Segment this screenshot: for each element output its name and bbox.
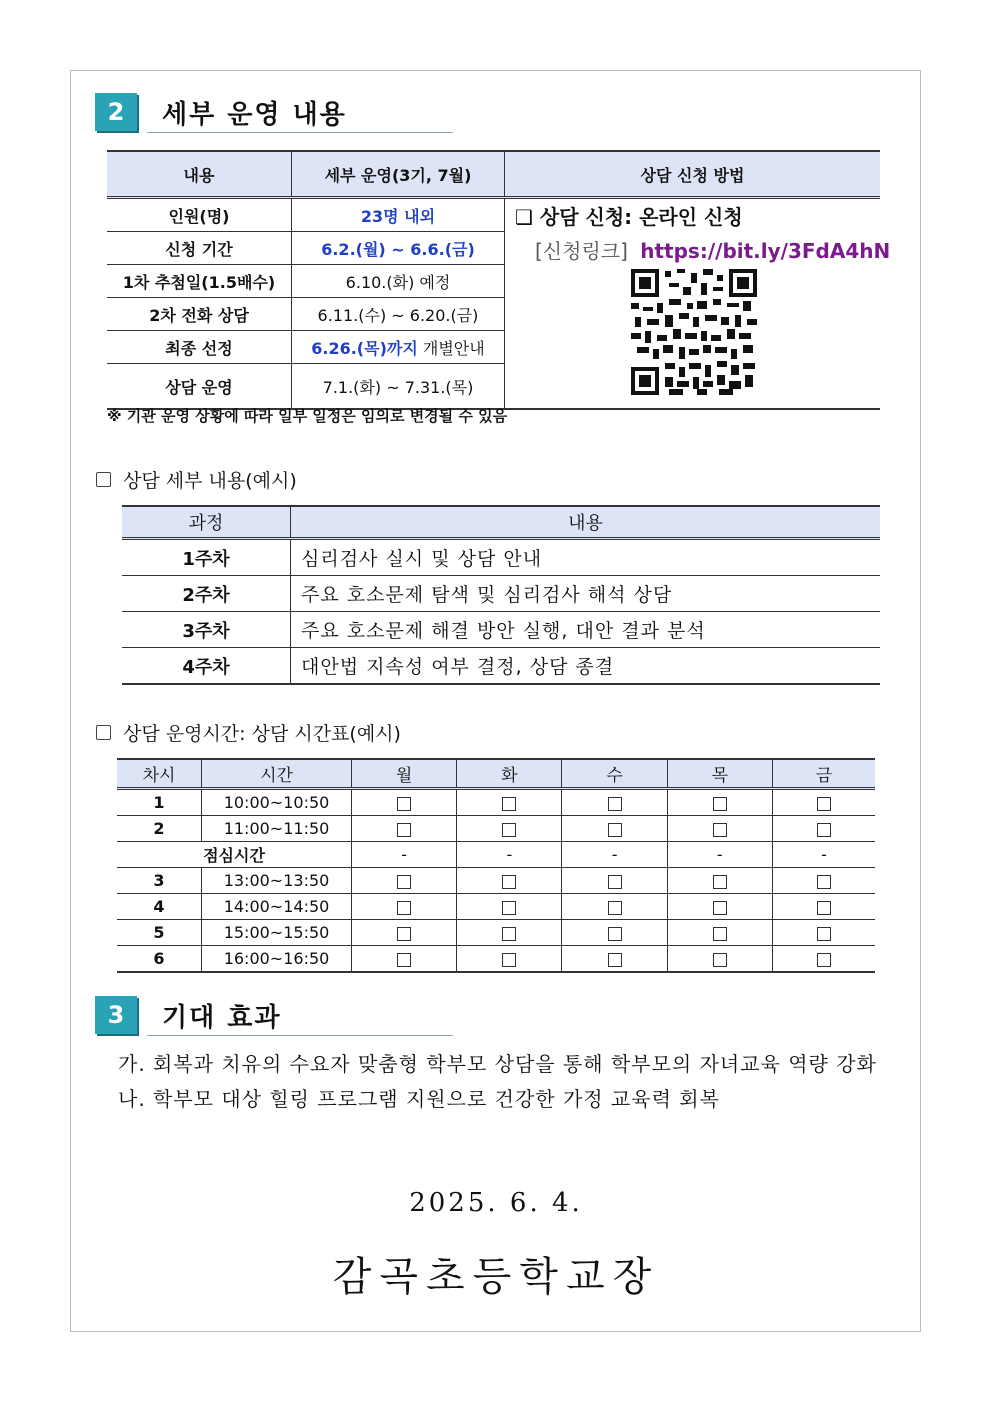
- signature: 감곡초등학교장: [332, 1254, 660, 1300]
- slot-checkbox[interactable]: [502, 901, 516, 915]
- row-value-bold: 6.26.(목)까지: [311, 338, 418, 358]
- row-value-rest: 개별안내: [417, 338, 485, 358]
- lunch-dash: -: [772, 842, 875, 868]
- table-row: [117, 789, 875, 816]
- slot-checkbox[interactable]: [713, 875, 727, 889]
- slot-checkbox[interactable]: [817, 953, 831, 967]
- row-label: 신청 기간: [107, 232, 292, 265]
- section-3-number: 3: [95, 996, 137, 1034]
- slot-checkbox[interactable]: [397, 875, 411, 889]
- week-cell: 1주차: [122, 539, 291, 576]
- apply-title: ❑ 상담 신청: 온라인 신청: [515, 205, 743, 229]
- header-session: 차시: [117, 759, 202, 789]
- row-label: 2차 전화 상담: [107, 298, 292, 331]
- slot-checkbox[interactable]: [397, 927, 411, 941]
- table-row: [117, 894, 875, 920]
- header-wed: 수: [562, 759, 667, 789]
- session-no: 2: [117, 816, 202, 842]
- session-time: 10:00~10:50: [202, 789, 352, 816]
- table-row: [117, 946, 875, 973]
- slot-checkbox[interactable]: [713, 927, 727, 941]
- session-no: 5: [117, 920, 202, 946]
- row-value: 6.2.(월) ~ 6.6.(금): [292, 232, 505, 265]
- slot-checkbox[interactable]: [817, 823, 831, 837]
- header-fri: 금: [772, 759, 875, 789]
- week-cell: 3주차: [122, 612, 291, 648]
- content-cell: 주요 호소문제 탐색 및 심리검사 해석 상담: [291, 576, 881, 612]
- week-cell: 2주차: [122, 576, 291, 612]
- row-label: 최종 선정: [107, 331, 292, 364]
- slot-checkbox[interactable]: [608, 953, 622, 967]
- operation-table: [107, 150, 891, 410]
- document-date: 2025. 6. 4.: [409, 1188, 583, 1218]
- slot-checkbox[interactable]: [817, 901, 831, 915]
- slot-checkbox[interactable]: [608, 797, 622, 811]
- detail-heading: [96, 466, 297, 493]
- header-content: 내용: [291, 506, 881, 539]
- section-2-number: 2: [95, 93, 137, 131]
- header-content: 내용: [107, 151, 292, 198]
- header-mon: 월: [352, 759, 457, 789]
- slot-checkbox[interactable]: [397, 901, 411, 915]
- lunch-dash: -: [352, 842, 457, 868]
- lunch-label: 점심시간: [117, 842, 352, 868]
- row-value: 23명 내외: [292, 198, 505, 232]
- session-time: 15:00~15:50: [202, 920, 352, 946]
- slot-checkbox[interactable]: [608, 823, 622, 837]
- slot-checkbox[interactable]: [713, 797, 727, 811]
- row-value: 7.1.(화) ~ 7.31.(목): [292, 364, 505, 410]
- slot-checkbox[interactable]: [713, 901, 727, 915]
- slot-checkbox[interactable]: [608, 875, 622, 889]
- schedule-note: ※ 기관 운영 상황에 따라 일부 일정은 임의로 변경될 수 있음: [107, 407, 508, 425]
- checkbox-icon: [96, 472, 111, 487]
- slot-checkbox[interactable]: [502, 953, 516, 967]
- slot-checkbox[interactable]: [608, 901, 622, 915]
- qr-code-icon[interactable]: [631, 269, 757, 395]
- detail-table: [122, 505, 880, 685]
- session-no: 6: [117, 946, 202, 973]
- effect-item-2: 나. 학부모 대상 힐링 프로그램 지원으로 건강한 가정 교육력 회복: [118, 1087, 720, 1111]
- session-time: 14:00~14:50: [202, 894, 352, 920]
- section-2-title: 세부 운영 내용: [162, 100, 347, 130]
- checkbox-icon: [96, 725, 111, 740]
- session-no: 1: [117, 789, 202, 816]
- lunch-dash: -: [562, 842, 667, 868]
- schedule-heading-text: 상담 운영시간: 상담 시간표(예시): [123, 723, 401, 745]
- table-row: [117, 816, 875, 842]
- session-no: 4: [117, 894, 202, 920]
- effect-item-1: 가. 회복과 치유의 수요자 맞춤형 학부모 상담을 통해 학부모의 자녀교육 역량 강화: [118, 1052, 877, 1076]
- slot-checkbox[interactable]: [502, 875, 516, 889]
- schedule-heading: [96, 719, 401, 746]
- slot-checkbox[interactable]: [817, 797, 831, 811]
- content-cell: 심리검사 실시 및 상담 안내: [291, 539, 881, 576]
- table-row: [122, 576, 880, 612]
- slot-checkbox[interactable]: [608, 927, 622, 941]
- header-detail: 세부 운영(3기, 7월): [292, 151, 505, 198]
- slot-checkbox[interactable]: [502, 927, 516, 941]
- slot-checkbox[interactable]: [817, 875, 831, 889]
- section-3-underline: [147, 1035, 453, 1036]
- table-row: [117, 868, 875, 894]
- header-course: 과정: [122, 506, 291, 539]
- lunch-dash: -: [457, 842, 562, 868]
- slot-checkbox[interactable]: [713, 953, 727, 967]
- apply-cell: [505, 198, 891, 410]
- content-cell: 주요 호소문제 해결 방안 실행, 대안 결과 분석: [291, 612, 881, 648]
- content-cell: 대안법 지속성 여부 결정, 상담 종결: [291, 648, 881, 685]
- row-label: 상담 운영: [107, 364, 292, 410]
- session-no: 3: [117, 868, 202, 894]
- apply-link[interactable]: https://bit.ly/3FdA4hN: [640, 239, 891, 263]
- row-label: 인원(명): [107, 198, 292, 232]
- slot-checkbox[interactable]: [397, 797, 411, 811]
- table-row: [122, 539, 880, 576]
- session-time: 13:00~13:50: [202, 868, 352, 894]
- row-value: [292, 331, 505, 364]
- lunch-dash: -: [667, 842, 772, 868]
- slot-checkbox[interactable]: [397, 953, 411, 967]
- row-value: 6.10.(화) 예정: [292, 265, 505, 298]
- apply-link-label: [신청링크]: [535, 239, 628, 263]
- lunch-row: [117, 842, 875, 868]
- section-3-title: 기대 효과: [162, 1003, 282, 1033]
- table-row: [117, 920, 875, 946]
- section-2-underline: [147, 132, 453, 133]
- slot-checkbox[interactable]: [502, 823, 516, 837]
- header-time: 시간: [202, 759, 352, 789]
- slot-checkbox[interactable]: [502, 797, 516, 811]
- session-time: 16:00~16:50: [202, 946, 352, 973]
- table-row: [122, 612, 880, 648]
- slot-checkbox[interactable]: [817, 927, 831, 941]
- slot-checkbox[interactable]: [713, 823, 727, 837]
- slot-checkbox[interactable]: [397, 823, 411, 837]
- header-apply: 상담 신청 방법: [505, 151, 881, 198]
- week-cell: 4주차: [122, 648, 291, 685]
- header-thu: 목: [667, 759, 772, 789]
- session-time: 11:00~11:50: [202, 816, 352, 842]
- table-row: [122, 648, 880, 685]
- apply-link-line: [535, 235, 890, 264]
- row-value: 6.11.(수) ~ 6.20.(금): [292, 298, 505, 331]
- header-tue: 화: [457, 759, 562, 789]
- schedule-table: [117, 758, 875, 973]
- row-label: 1차 추첨일(1.5배수): [107, 265, 292, 298]
- detail-heading-text: 상담 세부 내용(예시): [123, 470, 297, 492]
